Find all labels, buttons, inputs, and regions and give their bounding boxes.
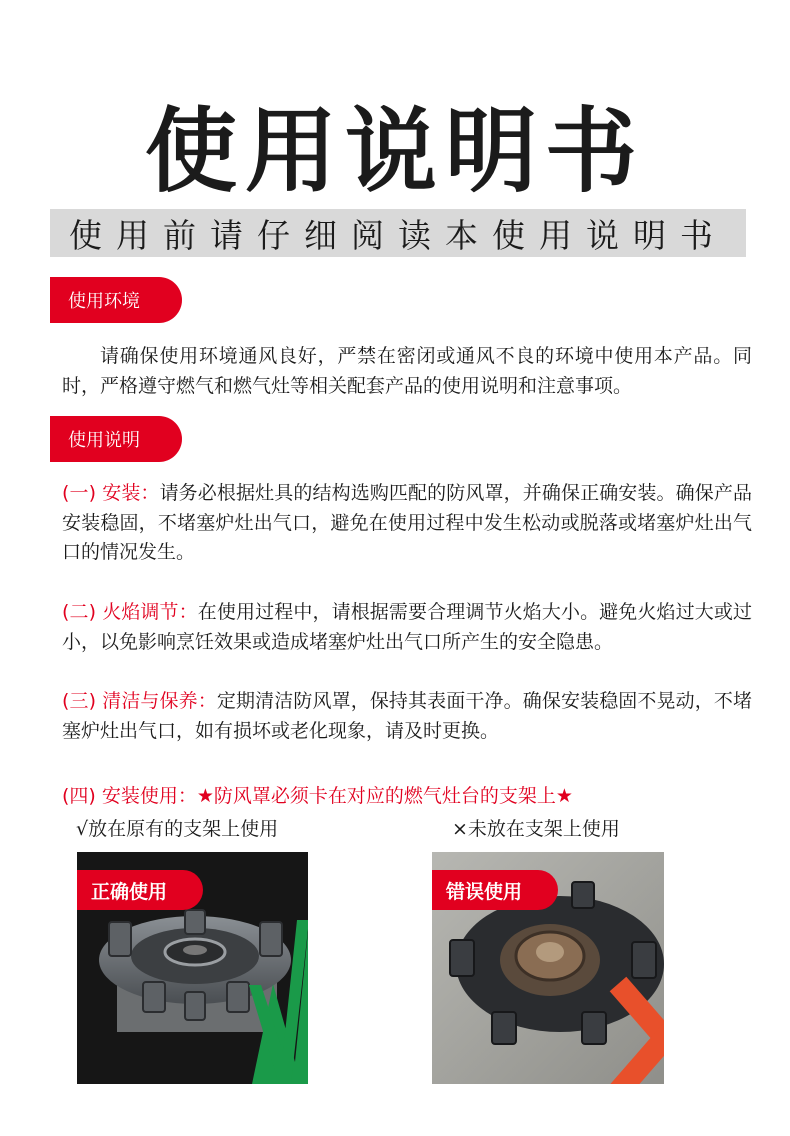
section-tag-instructions xyxy=(50,416,182,462)
subtitle-text: 使用前请仔细阅读本使用说明书 xyxy=(69,215,727,255)
wrong-usage-label: 错误使用 xyxy=(432,870,558,910)
instruction-label: (四) 安装使用：★防风罩必须卡在对应的燃气灶台的支架上★ xyxy=(62,785,573,807)
instruction-label: (二) 火焰调节： xyxy=(62,601,198,623)
page-title: 使用说明书 xyxy=(144,98,645,205)
instruction-text: 请务必根据灶具的结构选购匹配的防风罩，并确保正确安装。确保产品安装稳固，不堵塞炉灶出气口，避免在使用过程中发生松动或脱落或堵塞炉灶出气口的情况发生。 xyxy=(62,482,752,563)
environment-paragraph: 请确保使用环境通风良好，严禁在密闭或通风不良的环境中使用本产品。同时，严格遵守燃气和燃气灶等相关配套产品的使用说明和注意事项。 xyxy=(62,345,752,397)
instruction-label: (三) 清洁与保养： xyxy=(62,690,217,712)
instruction-text: 定期清洁防风罩，保持其表面干净。确保安装稳固不晃动，不堵塞炉灶出气口，如有损坏或老化现象，请及时更换。 xyxy=(62,690,752,742)
instruction-item-cleaning xyxy=(62,687,752,746)
wrong-usage-image xyxy=(432,852,664,1084)
section-tag-environment xyxy=(50,277,182,323)
section-tag-label: 使用说明 xyxy=(68,430,140,451)
section-tag-label: 使用环境 xyxy=(68,291,140,312)
subtitle-bar xyxy=(50,209,746,257)
instruction-text: 在使用过程中，请根据需要合理调节火焰大小。避免火焰过大或过小，以免影响烹饪效果或造成堵塞炉灶出气口所产生的安全隐患。 xyxy=(62,601,752,653)
instruction-item-flame xyxy=(62,598,752,657)
caption-correct: √放在原有的支架上使用 xyxy=(76,818,279,840)
correct-usage-label: 正确使用 xyxy=(77,870,203,910)
instruction-label: (一) 安装： xyxy=(62,482,160,504)
caption-wrong: ×未放在支架上使用 xyxy=(452,818,620,840)
instruction-item-install xyxy=(62,479,752,568)
correct-usage-image xyxy=(77,852,308,1084)
instruction-item-usage xyxy=(62,782,752,812)
